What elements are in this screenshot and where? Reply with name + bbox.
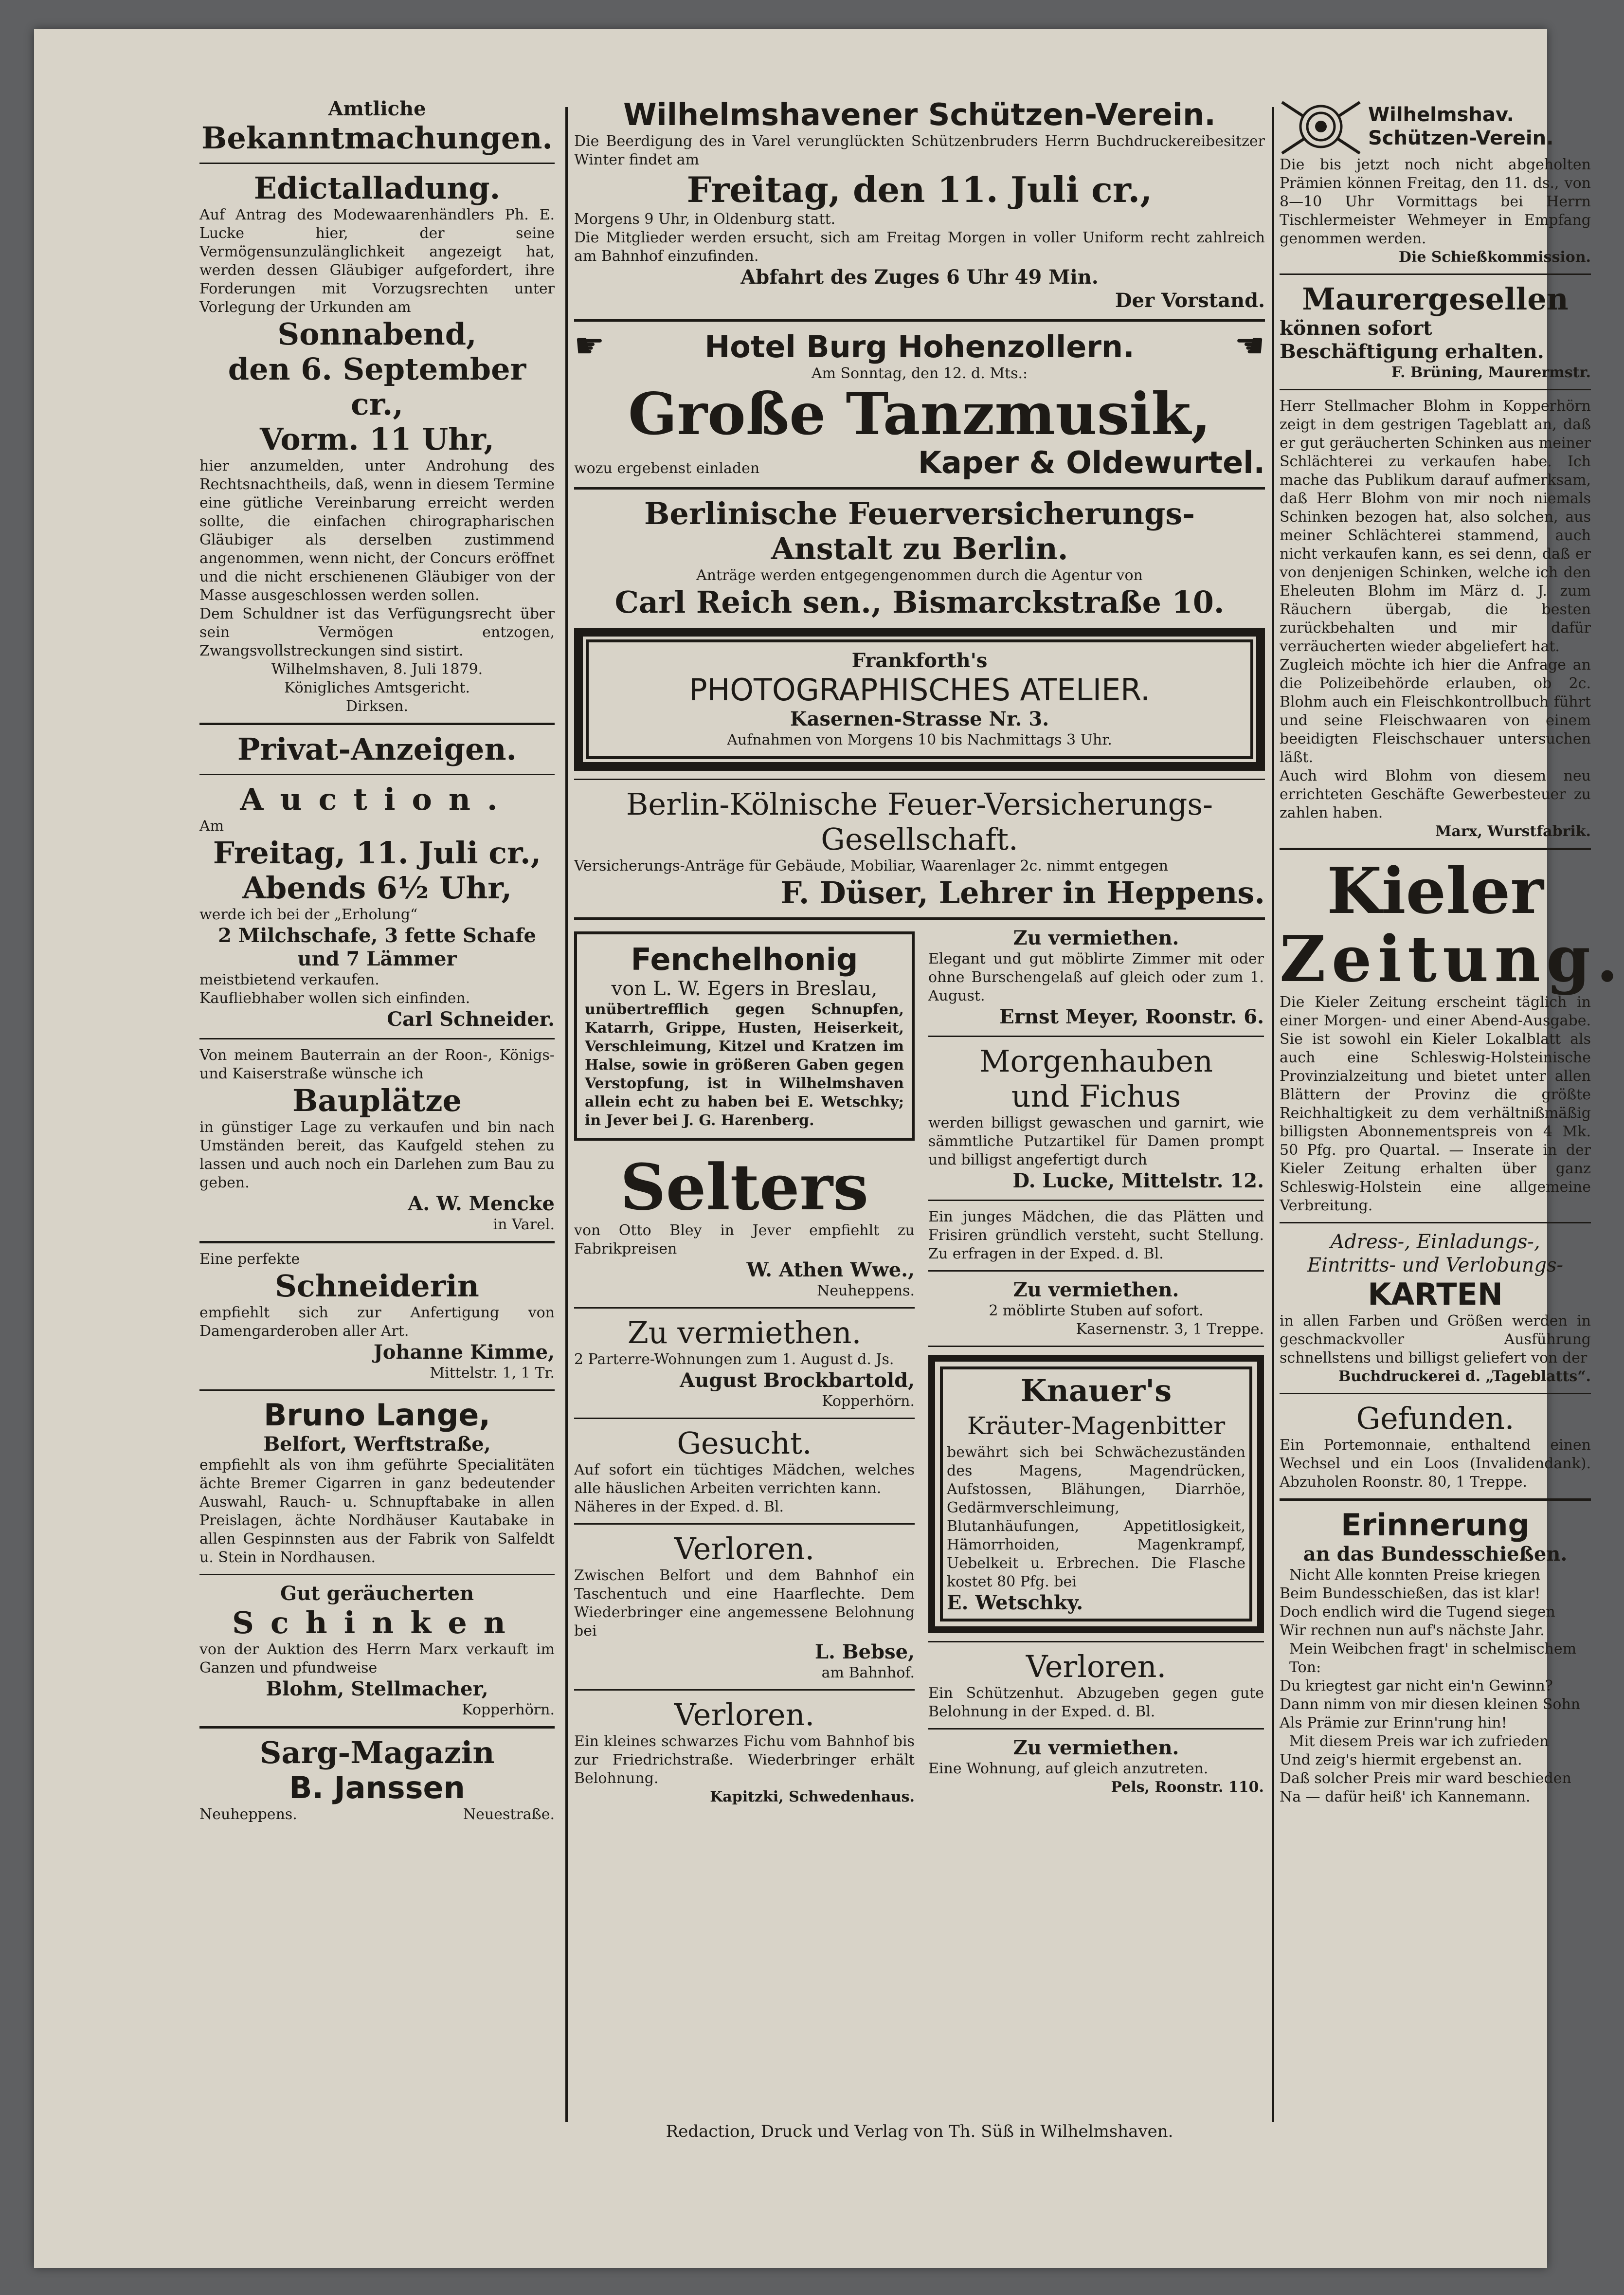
imprint-footer: Redaction, Druck und Verlag von Th. Süß in Wilhelmshaven.	[666, 2122, 1173, 2141]
divider	[199, 723, 555, 725]
kieler-title-1: Kieler	[1327, 854, 1544, 928]
erinnerung-line: Doch endlich wird die Tugend siegen	[1280, 1603, 1555, 1621]
divider	[199, 1726, 555, 1729]
schneiderin-address: Mittelstr. 1, 1 Tr.	[430, 1365, 555, 1382]
subcolumn-right	[928, 927, 1264, 1806]
parterre-place: Kopperhörn.	[822, 1393, 915, 1410]
gesucht-title: Gesucht.	[677, 1425, 812, 1461]
blohm-body-2: Zugleich möchte ich hier die Anfrage an die Polizeibehörde erlauben, ob 2c. Blohm auch ein Fleischkontrollbuch führt und seine Fleischwaaren von einem beeidigten Fleischschauer untersuchen läßt.	[1280, 656, 1591, 766]
stuben-body: 2 möblirte Stuben auf sofort.	[989, 1302, 1204, 1319]
berliner-title-2: Anstalt zu Berlin.	[771, 531, 1068, 566]
divider	[199, 1038, 555, 1039]
berliner-ad	[574, 496, 1265, 620]
privat-heading: Privat-Anzeigen.	[237, 731, 517, 767]
bauplaetze-intro: Von meinem Bauterrain an der Roon-, Königs- und Kaiserstraße wünsche ich	[199, 1047, 555, 1082]
erinnerung-line: Mein Weibchen fragt' in schelmischem Ton:	[1289, 1640, 1577, 1676]
photo-ad-frame	[574, 628, 1265, 771]
sarg-title: Sarg-Magazin	[259, 1735, 495, 1770]
divider	[574, 917, 1265, 920]
berliner-body: Anträge werden entgegengenommen durch die Agentur von	[696, 567, 1143, 584]
column-rule-left	[565, 107, 568, 2122]
erinnerung-line: Als Prämie zur Erinn'rung hin!	[1280, 1714, 1507, 1731]
schneiderin-body: empfiehlt sich zur Anfertigung von Damengarderoben aller Art.	[199, 1304, 555, 1340]
edictal-body-2: hier anzumelden, unter Androhung des Rechtsnachtheils, daß, wenn in diesem Termine eine gütliche Vereinbarung erreicht werden sollte, die einfachen chirographarischen Gläubiger als derselben zustimmend angenommen, wenn nicht, der Concurs eröffnet und die nicht erschienenen Gläubiger von der Masse ausgeschlossen werden sollen.	[199, 457, 555, 604]
selters-body: von Otto Bley in Jever empfiehlt zu Fabrikpreisen	[574, 1222, 915, 1257]
photo-hours: Aufnahmen von Morgens 10 bis Nachmittags 3 Uhr.	[727, 731, 1112, 748]
hauben-ad	[928, 1044, 1264, 1193]
hotel-ad	[574, 328, 1265, 480]
selters-title: Selters	[620, 1150, 869, 1224]
subcolumn-left	[574, 927, 915, 1806]
kieler-body: Die Kieler Zeitung erscheint täglich in einer Morgen- und einer Abend-Ausgabe. Sie ist sowohl ein Kieler Lokalblatt als auch eine Schleswig-Holsteinische Provinzialzeitung und bietet unter allen Blättern der Provinz die größte Reichhaltigkeit zu dem verhältnißmäßig billigsten Abonnementspreis von 4 Mk. 50 Pfg. pro Quartal. — Inserate in der Kieler Zeitung erhalten über ganz Schleswig-Holstein eine allgemeine Verbreitung.	[1280, 994, 1591, 1214]
hauben-title-2: und Fichus	[1011, 1078, 1181, 1114]
schuetzen-header	[1280, 97, 1591, 156]
schuetzen-verein-ad	[1280, 97, 1591, 267]
gesucht-body: Auf sofort ein tüchtiges Mädchen, welches alle häuslichen Arbeiten verrichten kann.	[574, 1461, 915, 1497]
karten-line-1: Adress-, Einladungs-,	[1330, 1231, 1540, 1253]
divider	[1280, 848, 1591, 850]
column-1	[199, 97, 555, 1824]
hauben-title-1: Morgenhauben	[979, 1043, 1213, 1079]
auction-ad	[199, 782, 555, 1031]
verloren-1-body: Zwischen Belfort und dem Bahnhof ein Taschentuch und eine Haarflechte. Dem Wiederbringer eine angemessene Belohnung bei	[574, 1567, 915, 1639]
schuetzen-body-3: Die Mitglieder werden ersucht, sich am Freitag Morgen in voller Uniform recht zahlreich am Bahnhof einzufinden.	[574, 229, 1265, 265]
pointing-hand-right-icon: ☛	[574, 326, 605, 365]
zimmer-body: Elegant und gut möblirte Zimmer mit oder ohne Burschengelaß auf gleich oder zum 1. August.	[928, 950, 1264, 1004]
schneiderin-intro: Eine perfekte	[199, 1251, 300, 1268]
divider	[574, 1418, 915, 1419]
divider	[928, 1346, 1264, 1347]
schuetzen-body-2: Morgens 9 Uhr, in Oldenburg statt.	[574, 211, 836, 228]
hauben-signer: D. Lucke, Mittelstr. 12.	[1012, 1169, 1264, 1192]
amtliche-kicker: Amtliche	[328, 97, 426, 120]
hotel-sub: Am Sonntag, den 12. d. Mts.:	[811, 365, 1028, 382]
edictal-notice	[199, 171, 555, 716]
divider	[199, 1574, 555, 1575]
erinnerung-line: Du kriegtest gar nicht ein'n Gewinn?	[1280, 1677, 1553, 1694]
newspaper-page	[34, 29, 1624, 2268]
selters-signer: W. Athen Wwe.,	[746, 1258, 915, 1281]
photo-address: Kasernen-Strasse Nr. 3.	[790, 708, 1049, 730]
wohnung-signer: Pels, Roonstr. 110.	[1111, 1779, 1264, 1796]
blohm-signer: Marx, Wurstfabrik.	[1435, 823, 1591, 840]
column-rule-right	[1272, 107, 1274, 2122]
divider	[1280, 273, 1591, 275]
verloren-1-title: Verloren.	[674, 1531, 815, 1566]
bauplaetze-signer: A. W. Mencke	[408, 1192, 555, 1215]
column-2	[574, 97, 1265, 1806]
verloren-1-place: am Bahnhof.	[821, 1664, 915, 1681]
karten-title: KARTEN	[1368, 1276, 1503, 1312]
lange-ad	[199, 1398, 555, 1567]
kieler-title-2: Zeitung.	[1280, 922, 1624, 996]
kieler-ad	[1280, 854, 1624, 1215]
erinnerung-line: Mit diesem Preis war ich zufrieden	[1289, 1733, 1549, 1750]
fenchel-title: Fenchelhonig	[631, 942, 858, 977]
schneiderin-signer: Johanne Kimme,	[373, 1341, 555, 1364]
schuetzen-title: Wilhelmshavener Schützen-Verein.	[623, 97, 1216, 132]
maurer-title: Maurergesellen	[1302, 281, 1569, 317]
divider	[199, 163, 555, 164]
auction-body-2: meistbietend verkaufen.	[199, 971, 379, 988]
parterre-signer: August Brockbartold,	[680, 1369, 915, 1392]
divider	[199, 1389, 555, 1391]
divider	[574, 1307, 915, 1309]
edictal-date-2: den 6. September cr.,	[228, 351, 526, 422]
zimmer-signer: Ernst Meyer, Roonstr. 6.	[999, 1005, 1264, 1028]
sarg-name: B. Janssen	[289, 1770, 465, 1805]
column-3	[1280, 97, 1624, 1806]
hotel-event: Große Tanzmusik,	[628, 380, 1211, 448]
auction-signer: Carl Schneider.	[387, 1008, 555, 1031]
knauer-title: Knauer's	[1020, 1373, 1172, 1408]
auction-items: 2 Milchschafe, 3 fette Schafe und 7 Lämmer	[218, 924, 536, 970]
auction-am: Am	[199, 818, 224, 835]
auction-body: werde ich bei der „Erholung“	[199, 906, 418, 923]
hotel-title-row	[574, 328, 1265, 364]
bauplaetze-ad	[199, 1046, 555, 1234]
auction-body-3: Kaufliebhaber wollen sich einfinden.	[199, 990, 470, 1007]
schuetzen-notice	[574, 97, 1265, 312]
schinken-place: Kopperhörn.	[462, 1701, 555, 1718]
karten-body: in allen Farben und Größen werden in geschmackvoller Ausführung schnellstens und billigst geliefert von der	[1280, 1312, 1591, 1366]
schuetzen-body: Die Beerdigung des in Varel verunglückten Schützenbruders Herrn Buchdruckereibesitzer Winter findet am	[574, 133, 1265, 168]
koelnische-body: Versicherungs-Anträge für Gebäude, Mobiliar, Waarenlager 2c. nimmt entgegen	[574, 857, 1169, 874]
verloren-2-body: Ein kleines schwarzes Fichu vom Bahnhof bis zur Friedrichstraße. Wiederbringer erhält Belohnung.	[574, 1733, 915, 1787]
karten-ad	[1280, 1230, 1591, 1386]
blohm-body-3: Auch wird Blohm von diesem neu errichteten Geschäfte Gewerbesteuer zu zahlen haben.	[1280, 767, 1591, 821]
knauer-subtitle: Kräuter-Magenbitter	[967, 1412, 1226, 1440]
verloren-1-ad	[574, 1531, 915, 1682]
erinnerung-line: Daß solcher Preis mir ward beschieden	[1280, 1770, 1571, 1787]
schuetzen-signer: Der Vorstand.	[1115, 289, 1265, 312]
erinnerung-line: Na — dafür heiß' ich Kannemann.	[1280, 1788, 1531, 1805]
blohm-notice	[1280, 397, 1591, 841]
divider	[574, 779, 1265, 780]
sarg-right: Neuestraße.	[463, 1806, 555, 1823]
schuetzen-v-body: Die bis jetzt noch nicht abgeholten Prämien können Freitag, den 11. ds., von 8—10 Uhr Vormittags bei Herrn Tischlermeister Wehmeyer in Empfang genommen werden.	[1280, 156, 1591, 247]
koelnische-agent: F. Düser, Lehrer in Heppens.	[780, 875, 1265, 911]
stuben-address: Kasernenstr. 3, 1 Treppe.	[1076, 1321, 1264, 1338]
hotel-title: Hotel Burg Hohenzollern.	[704, 329, 1135, 364]
berliner-agent: Carl Reich sen., Bismarckstraße 10.	[614, 584, 1225, 620]
verloren-1-signer: L. Bebse,	[814, 1640, 915, 1663]
verloren-3-body: Ein Schützenhut. Abzugeben gegen gute Belohnung in der Exped. d. Bl.	[928, 1685, 1264, 1720]
erinnerung-sub: an das Bundesschießen.	[1303, 1543, 1568, 1566]
divider	[928, 1200, 1264, 1201]
divider	[928, 1270, 1264, 1272]
schneiderin-ad	[199, 1250, 555, 1383]
schuetzen-depart: Abfahrt des Zuges 6 Uhr 49 Min.	[740, 266, 1099, 289]
divider	[574, 1689, 915, 1691]
sarg-left: Neuheppens.	[199, 1806, 297, 1823]
erinnerung-line: Dann nimm von mir diesen kleinen Sohn	[1280, 1696, 1581, 1713]
photo-title: PHOTOGRAPHISCHES ATELIER.	[689, 672, 1150, 708]
erinnerung-line: Beim Bundesschießen, das ist klar!	[1280, 1585, 1541, 1602]
wohnung-title: Zu vermiethen.	[1013, 1736, 1179, 1759]
karten-line-2: Eintritts- und Verlobungs-	[1307, 1254, 1564, 1276]
edictal-title: Edictalladung.	[253, 170, 501, 206]
sarg-ad	[199, 1735, 555, 1824]
bauplaetze-title: Bauplätze	[292, 1083, 462, 1118]
schuetzen-v-signer: Die Schießkommission.	[1398, 249, 1591, 266]
knauer-seller: E. Wetschky.	[947, 1591, 1083, 1614]
maurer-signer: F. Brüning, Maurermstr.	[1391, 364, 1591, 381]
fenchel-maker: von L. W. Egers in Breslau,	[611, 978, 878, 1000]
erinnerung-line: Nicht Alle konnten Preise kriegen	[1289, 1566, 1540, 1584]
divider	[928, 1728, 1264, 1730]
wohnung-body: Eine Wohnung, auf gleich anzutreten.	[928, 1760, 1209, 1777]
schinken-body: von der Auktion des Herrn Marx verkauft im Ganzen und pfundweise	[199, 1641, 555, 1676]
gefunden-body: Ein Portemonnaie, enthaltend einen Wechsel und ein Loos (Invalidendank). Abzuholen Roonstr. 80, 1 Treppe.	[1280, 1437, 1591, 1491]
erinnerung-line: Wir rechnen nun auf's nächste Jahr.	[1280, 1622, 1545, 1639]
zimmer-ad	[928, 927, 1264, 1029]
schneiderin-title: Schneiderin	[275, 1268, 479, 1304]
target-rifles-icon	[1280, 97, 1362, 156]
amtliche-title: Bekanntmachungen.	[201, 120, 553, 156]
divider	[199, 1241, 555, 1243]
fenchel-body: unübertrefflich gegen Schnupfen, Katarrh, Grippe, Husten, Heiserkeit, Verschleimung, Kitzel und Kratzen im Halse, sowie in größeren Gaben gegen Verstopfung, ist in Wilhelmshaven allein echt zu haben bei E. Wetschky; in Jever bei J. G. Harenberg.	[585, 1001, 904, 1129]
gesucht-ad	[574, 1426, 915, 1516]
divider	[1280, 1498, 1591, 1501]
erinnerung-poem	[1280, 1508, 1591, 1806]
two-subcolumns	[574, 927, 1265, 1806]
selters-place: Neuheppens.	[817, 1282, 915, 1299]
koelnische-title-2: Gesellschaft.	[821, 821, 1018, 857]
edictal-court: Königliches Amtsgericht.	[284, 679, 470, 696]
pointing-hand-left-icon: ☚	[1234, 326, 1265, 365]
lange-body: empfiehlt als von ihm geführte Specialitäten ächte Bremer Cigarren in ganz bedeutender Auswahl, Rauch- u. Schnupftabake in allen Preislagen, ächte Nordhäuser Kautabake in allen Gespinnsten aus der Fabrik von Salfeldt u. Stein in Nordhausen.	[199, 1457, 555, 1566]
divider	[199, 774, 555, 775]
schinken-intro: Gut geräucherten	[280, 1582, 474, 1605]
divider	[574, 1523, 915, 1525]
stuben-ad	[928, 1278, 1264, 1339]
verloren-2-title: Verloren.	[674, 1697, 815, 1732]
divider	[928, 1641, 1264, 1642]
schuetzen-date: Freitag, den 11. Juli cr.,	[686, 169, 1153, 210]
divider	[1280, 1222, 1591, 1223]
verloren-2-ad	[574, 1697, 915, 1806]
schinken-signer: Blohm, Stellmacher,	[266, 1677, 488, 1700]
gesucht-contact: Näheres in der Exped. d. Bl.	[574, 1498, 784, 1515]
schinken-ad	[199, 1582, 555, 1719]
gefunden-title: Gefunden.	[1356, 1401, 1515, 1436]
divider	[574, 487, 1265, 490]
gefunden-ad	[1280, 1401, 1591, 1492]
edictal-body-3: Dem Schuldner ist das Verfügungsrecht über sein Vermögen entzogen, Zwangsvollstreckungen sind sistirt.	[199, 605, 555, 659]
edictal-date-3: Vorm. 11 Uhr,	[260, 421, 494, 457]
edictal-date-1: Sonnabend,	[277, 316, 477, 352]
selters-ad	[574, 1150, 915, 1300]
schinken-title: Schinken	[232, 1605, 522, 1640]
edictal-body: Auf Antrag des Modewaarenhändlers Ph. E. Lucke hier, der seine Vermögensunzulänglichkeit angezeigt hat, werden dessen Gläubiger aufgefordert, ihre Forderungen mit Vorzugsrechten unter Vorlegung der Urkunden am	[199, 206, 555, 316]
divider	[1280, 1393, 1591, 1394]
stuben-title: Zu vermiethen.	[1013, 1278, 1179, 1301]
verloren-3-title: Verloren.	[1026, 1649, 1167, 1684]
verloren-2-signer: Kapitzki, Schwedenhaus.	[710, 1788, 915, 1805]
divider	[1280, 389, 1591, 390]
knauer-body: bewährt sich bei Schwächezuständen des Magens, Magendrücken, Aufstossen, Blähungen, Diarrhöe, Gedärmverschleimung, Blutanhäufungen, Appetitlosigkeit, Hämorrhoiden, Magenkrampf, Uebelkeit u. Erbrechen. Die Flasche kostet 80 Pfg. bei	[947, 1444, 1245, 1590]
maurer-ad	[1280, 282, 1591, 382]
parterre-ad	[574, 1315, 915, 1411]
sarg-footer	[199, 1805, 555, 1824]
knauer-ad-frame	[928, 1355, 1264, 1633]
fenchel-ad	[574, 931, 915, 1141]
hotel-invite: wozu ergebenst einladen	[574, 460, 760, 477]
erinnerung-title: Erinnerung	[1341, 1507, 1530, 1543]
hauben-body: werden billigst gewaschen und garnirt, wie sämmtliche Putzartikel für Damen prompt und billigst angefertigt durch	[928, 1114, 1264, 1168]
maedchen-ad: Ein junges Mädchen, die das Plätten und Frisiren gründlich versteht, sucht Stellung. Zu erfragen in der Exped. d. Bl.	[928, 1208, 1264, 1262]
edictal-signer: Dirksen.	[345, 698, 409, 715]
wohnung-ad	[928, 1736, 1264, 1797]
zimmer-title: Zu vermiethen.	[1013, 927, 1179, 949]
divider	[574, 319, 1265, 322]
karten-signer: Buchdruckerei d. „Tageblatts“.	[1338, 1368, 1591, 1385]
auction-time: Abends 6½ Uhr,	[242, 870, 512, 906]
blohm-body: Herr Stellmacher Blohm in Kopperhörn zeigt in dem gestrigen Tageblatt an, daß er gut geräucherten Schinken aus meiner Schlächterei zu verkaufen habe. Ich mache das Publikum darauf aufmerksam, daß Herr Blohm von mir noch niemals Schinken bezogen hat, also solchen, aus meiner Schlächterei stammend, auch nicht verkaufen kann, es sei denn, daß er von denjenigen Schinken, welche ich den Eheleuten Blohm im März d. J. zum Räuchern übergab, die besten zurückbehalten und mir dafür verräucherten wieder abgeliefert hat.	[1280, 398, 1591, 655]
photo-owner: Frankforth's	[851, 649, 988, 672]
edictal-place-date: Wilhelmshaven, 8. Juli 1879.	[271, 661, 483, 678]
schuetzen-v-title-1: Wilhelmshav.	[1368, 104, 1514, 126]
parterre-body: 2 Parterre-Wohnungen zum 1. August d. Js.	[574, 1351, 894, 1368]
verloren-3-ad	[928, 1649, 1264, 1721]
lange-title: Bruno Lange,	[264, 1397, 490, 1433]
parterre-title: Zu vermiethen.	[627, 1315, 862, 1350]
maurer-body: können sofort Beschäftigung erhalten.	[1280, 317, 1544, 363]
koelnische-title-1: Berlin-Kölnische Feuer-Versicherungs-	[626, 786, 1213, 822]
bauplaetze-body: in günstiger Lage zu verkaufen und bin nach Umständen bereit, das Kaufgeld stehen zu lassen und auch noch ein Darlehen zum Bau zu geben.	[199, 1119, 555, 1191]
koelnische-ad	[574, 787, 1265, 911]
divider	[928, 1036, 1264, 1037]
hotel-hosts: Kaper & Oldewurtel.	[918, 445, 1265, 480]
berliner-title-1: Berlinische Feuerversicherungs-	[644, 496, 1195, 531]
lange-address: Belfort, Werftstraße,	[263, 1433, 491, 1456]
auction-title: Auction.	[240, 782, 514, 817]
schuetzen-v-title-2: Schützen-Verein.	[1368, 127, 1554, 149]
bauplaetze-place: in Varel.	[493, 1216, 555, 1233]
auction-date: Freitag, 11. Juli cr.,	[213, 835, 541, 871]
hotel-footer	[574, 445, 1265, 480]
erinnerung-line: Und zeig's hiermit ergebenst an.	[1280, 1751, 1522, 1768]
